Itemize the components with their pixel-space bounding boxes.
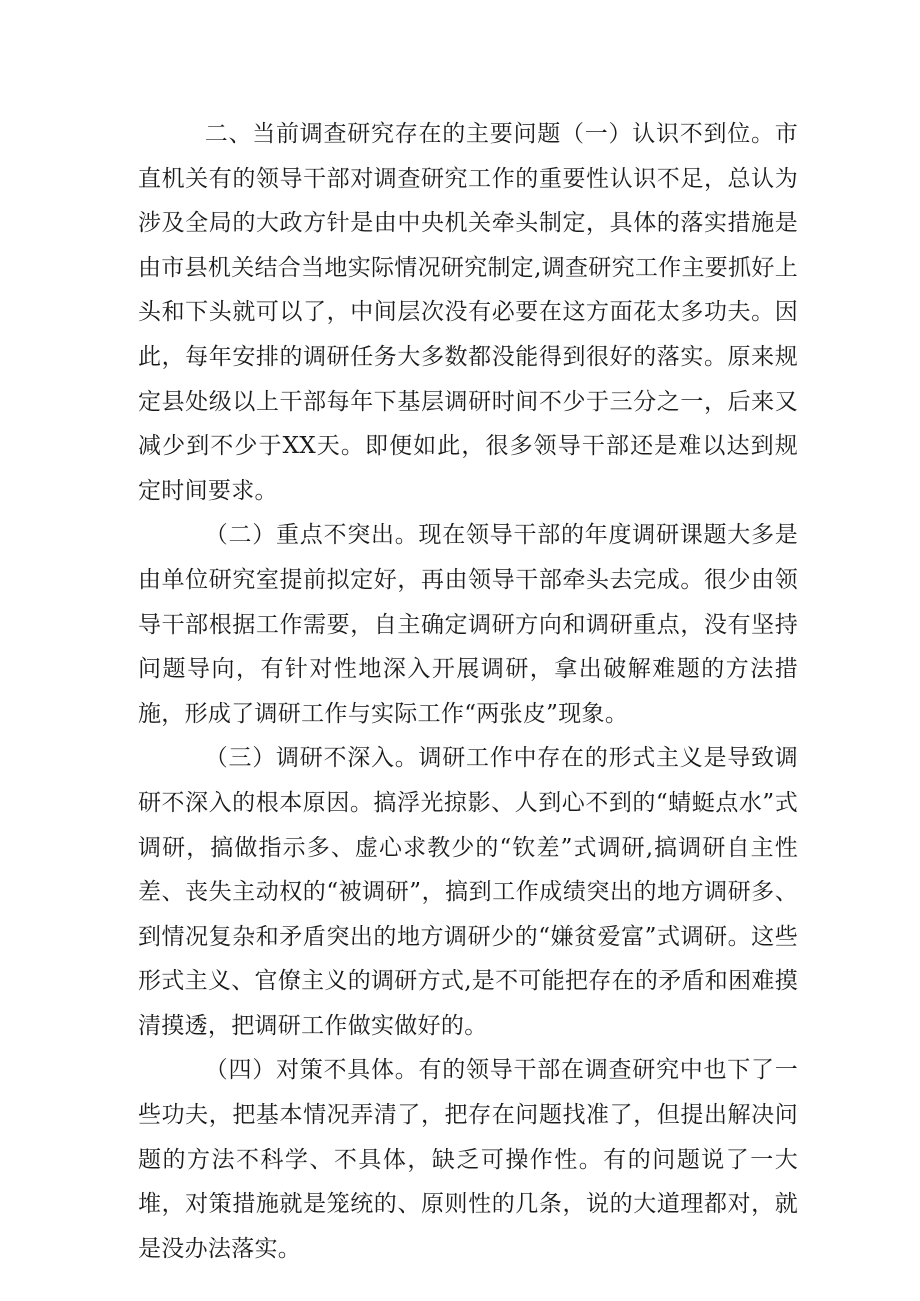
paragraph-main-problems: 二、当前调查研究存在的主要问题（一）认识不到位。市直机关有的领导干部对调查研究工作的重要性认识不足，总认为涉及全局的大政方针是由中央机关牵头制定，具体的落实措施是由市县机关结合当地实际情况研究制定,调查研究工作主要抓好上头和下头就可以了，中间层次没有必要在这方面花太多功夫。因此，每年安排的调研任务大多数都没能得到很好的落实。原来规定县处级以上干部每年下基层调研时间不少于三分之一，后来又减少到不少于XX天。即便如此，很多领导干部还是难以达到规定时间要求。: [138, 121, 799, 504]
paragraph-measures: （四）对策不具体。有的领导干部在调查研究中也下了一些功夫，把基本情况弄清了，把存在问题找准了，但提出解决问题的方法不科学、不具体，缺乏可操作性。有的问题说了一大堆，对策措施就是笼统的、原则性的几条，说的大道理都对，就是没办法落实。: [138, 1057, 798, 1262]
paragraph-focus: （二）重点不突出。现在领导干部的年度调研课题大多是由单位研究室提前拟定好，再由领导干部牵头去完成。很少由领导干部根据工作需要，自主确定调研方向和调研重点，没有坚持问题导向，有针对性地深入开展调研，拿出破解难题的方法措施，形成了调研工作与实际工作“两张皮”现象。: [138, 522, 798, 727]
paragraph-depth: （三）调研不深入。调研工作中存在的形式主义是导致调研不深入的根本原因。搞浮光掠影、人到心不到的“蜻蜓点水”式调研，搞做指示多、虚心求教少的“钦差”式调研,搞调研自主性差、丧失主动权的“被调研”，搞到工作成绩突出的地方调研多、到情况复杂和矛盾突出的地方调研少的“嫌贫爱富”式调研。这些形式主义、官僚主义的调研方式,是不可能把存在的矛盾和困难摸清摸透，把调研工作做实做好的。: [138, 745, 799, 1039]
document-body: [138, 112, 798, 1271]
